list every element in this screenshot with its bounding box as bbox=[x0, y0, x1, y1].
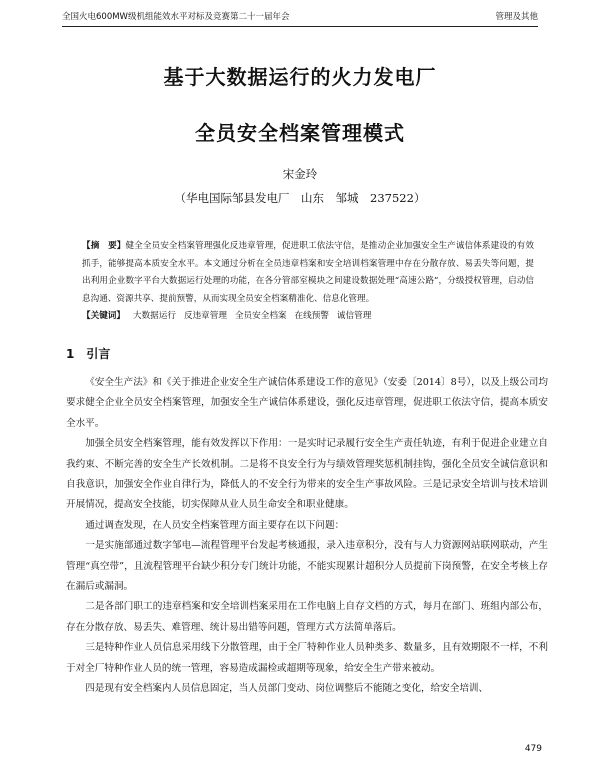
body-paragraph: 二是各部门职工的违章档案和安全培训档案采用在工作电脑上自存文档的方式，每月在部门、班组内部公布，存在分散存放、易丢失、难管理、统计易出错等问题，管理方式方法简单落后。 bbox=[66, 601, 548, 633]
keyword: 诚信管理 bbox=[336, 311, 372, 321]
body-text bbox=[66, 373, 548, 700]
page-number: 479 bbox=[524, 744, 542, 754]
section-title: 引言 bbox=[86, 347, 111, 361]
keyword: 大数据运行 bbox=[132, 311, 176, 321]
keyword: 在线预警 bbox=[294, 311, 329, 321]
body-paragraph: 一是实施部通过数字邹电—流程管理平台发起考核通报，录入违章积分，没有与人力资源网站联网联动，产生管理“真空带”，且流程管理平台缺少积分专门统计功能，不能实现累计超积分人员提前下岗预警，在安全考核上存在漏后或漏洞。 bbox=[66, 540, 548, 593]
section-heading bbox=[66, 345, 110, 362]
header-section-label: 管理及其他 bbox=[495, 12, 538, 22]
keywords-line bbox=[82, 308, 534, 326]
running-header bbox=[62, 10, 538, 27]
header-conference-title: 全国火电600MW级机组能效水平对标及竞赛第二十一届年会 bbox=[62, 12, 290, 22]
abstract-paragraph bbox=[82, 238, 534, 308]
abstract-block bbox=[82, 238, 534, 326]
section-number: 1 bbox=[66, 347, 75, 361]
paper-title-line-1: 基于大数据运行的火力发电厂 bbox=[163, 65, 437, 89]
keyword: 反违章管理 bbox=[183, 311, 227, 321]
abstract-label: 【摘 要】 bbox=[82, 241, 126, 251]
paper-title-line-2: 全员安全档案管理模式 bbox=[195, 121, 405, 145]
body-paragraph: 加强全员安全档案管理，能有效发挥以下作用：一是实时记录履行安全生产责任轨迹，有利于促进企业建立自我约束、不断完善的安全生产长效机制。二是将不良安全行为与绩效管理奖惩机制挂钩，强化全员安全诚信意识和自我意识，加强安全作业自律行为，降低人的不安全行为带来的安全生产事故风险。三是记录安全培训与技术培训开展情况，提高安全技能，切实保障从业人员生命安全和职业健康。 bbox=[66, 438, 548, 511]
author-name: 宋金玲 bbox=[282, 167, 318, 181]
body-paragraph: 《安全生产法》和《关于推进企业安全生产诚信体系建设工作的意见》（安委〔2014〕8号），以及上级公司均要求健全企业全员安全档案管理，加强安全生产诚信体系建设，强化反违章管理，促进职工依法守信，提高本质安全水平。 bbox=[66, 377, 548, 429]
keyword: 全员安全档案 bbox=[234, 311, 287, 321]
abstract-text: 健全全员安全档案管理强化反违章管理，促进职工依法守信，是推动企业加强安全生产诚信体系建设的有效抓手，能够提高本质安全水平。本文通过分析在全员违章档案和安全培训档案管理中存在分散存放、易丢失等问题，提出利用企业数字平台大数据运行处理的功能，在各分管部室模块之间建设数据处理“高速公路”，分级授权管理，启动信息沟通、资源共享、提前预警，从而实现全员安全档案精准化、信息化管理。 bbox=[82, 241, 534, 304]
author-affiliation: （华电国际邹县发电厂 山东 邹城 237522） bbox=[174, 191, 426, 205]
body-paragraph: 通过调查发现，在人员安全档案管理方面主要存在以下问题： bbox=[85, 519, 345, 531]
body-paragraph: 四是现有安全档案内人员信息固定，当人员部门变动、岗位调整后不能随之变化，给安全培训、 bbox=[85, 683, 489, 695]
body-paragraph: 三是特种作业人员信息采用线下分散管理，由于全厂特种作业人员种类多、数量多，且有效期限不一样，不利于对全厂特种作业人员的统一管理，容易造成漏检或超期等现象，给安全生产带来被动。 bbox=[66, 642, 548, 674]
keywords-label: 【关键词】 bbox=[82, 311, 125, 321]
